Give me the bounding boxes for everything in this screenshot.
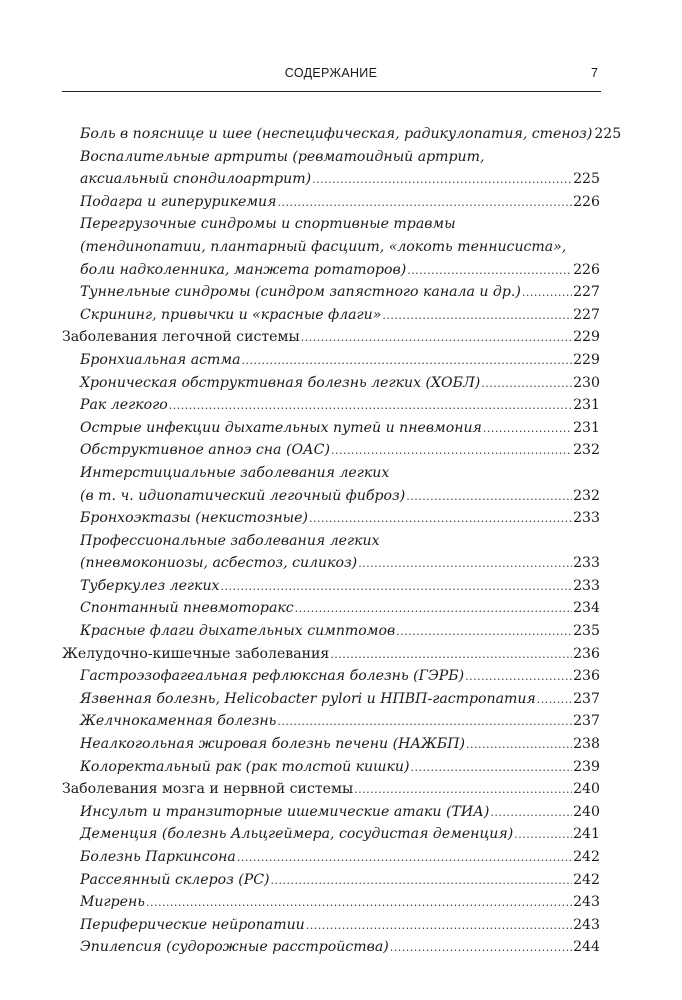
toc-section-line <box>62 733 600 756</box>
toc-section-line <box>62 394 600 417</box>
dot-leader <box>481 373 572 396</box>
toc-page-number: 242 <box>573 871 600 888</box>
dot-leader <box>522 282 572 305</box>
running-header <box>62 66 600 90</box>
toc-page-number: 235 <box>573 623 600 640</box>
toc-section-line <box>62 891 600 914</box>
table-of-contents <box>62 123 622 959</box>
toc-section-line <box>62 123 622 146</box>
toc-section-line <box>62 372 600 395</box>
toc-page-number: 229 <box>573 351 600 368</box>
toc-page-number: 225 <box>594 126 622 142</box>
toc-chapter-line <box>62 326 600 349</box>
toc-section-line <box>62 936 600 959</box>
dot-leader <box>169 395 572 418</box>
toc-page-number: 231 <box>573 419 600 436</box>
toc-entry-text: Интерстициальные заболевания легких <box>80 464 390 481</box>
toc-entry-text: Бронхоэктазы (некистозные) <box>80 510 308 527</box>
toc-page-number: 226 <box>573 193 600 210</box>
header-divider <box>62 91 601 92</box>
toc-entry-text: Рассеянный склероз (РС) <box>80 871 270 888</box>
toc-section-line <box>62 665 600 688</box>
toc-entry-text: боли надколенника, манжета ротаторов) <box>80 261 407 278</box>
dot-leader <box>241 350 572 373</box>
toc-section-line <box>62 869 600 892</box>
dot-leader <box>396 621 572 644</box>
toc-page-number: 242 <box>573 849 600 865</box>
dot-leader <box>330 644 572 667</box>
toc-entry-text: Язвенная болезнь, Helicobacter pylori и НПВП-гастропатия <box>80 690 536 707</box>
toc-page-number: 233 <box>573 577 600 594</box>
toc-section-line <box>62 710 600 733</box>
toc-section-line <box>62 168 600 191</box>
toc-section-line <box>62 191 600 214</box>
toc-section-line <box>62 507 600 530</box>
toc-page-number: 231 <box>573 397 600 414</box>
dot-leader <box>407 260 572 283</box>
toc-page-number: 232 <box>573 487 600 504</box>
dot-leader <box>221 576 573 599</box>
toc-page-number: 226 <box>573 261 600 278</box>
toc-section-line <box>62 304 600 327</box>
toc-entry-text: Периферические нейропатии <box>80 916 305 933</box>
toc-entry-text: Туберкулез легких <box>80 577 220 594</box>
toc-entry-text: (в т. ч. идиопатический легочный фиброз) <box>80 487 406 504</box>
dot-leader <box>490 802 572 825</box>
toc-section-line <box>62 213 600 236</box>
toc-page-number: 233 <box>573 555 600 572</box>
toc-section-line <box>62 146 600 169</box>
toc-page-number: 238 <box>573 736 600 753</box>
toc-entry-text: Обструктивное апноэ сна (ОАС) <box>80 442 330 459</box>
dot-leader <box>331 440 572 463</box>
dot-leader <box>465 666 572 689</box>
toc-entry-text: Неалкогольная жировая болезнь печени (НАЖБП) <box>80 736 466 753</box>
dot-leader <box>358 553 572 576</box>
toc-chapter-line <box>62 778 600 801</box>
toc-entry-text: Эпилепсия (судорожные расстройства) <box>80 939 389 956</box>
toc-entry-text: Желчнокаменная болезнь <box>80 713 277 730</box>
dot-leader <box>237 847 572 870</box>
toc-page-number: 225 <box>573 171 600 188</box>
toc-section-line <box>62 846 600 869</box>
toc-section-line <box>62 462 600 485</box>
page-number: 7 <box>591 66 598 80</box>
toc-entry-text: Острые инфекции дыхательных путей и пневмония <box>80 419 482 436</box>
dot-leader <box>390 937 572 960</box>
toc-entry-text: Мигрень <box>80 894 145 911</box>
toc-entry-text: Туннельные синдромы (синдром запястного канала и др.) <box>80 284 521 301</box>
toc-entry-text: Перегрузочные синдромы и спортивные травмы <box>80 216 456 233</box>
toc-section-line <box>62 281 600 304</box>
toc-entry-text: Спонтанный пневмоторакс <box>80 600 294 617</box>
dot-leader <box>537 689 572 712</box>
toc-entry-text: Бронхиальная астма <box>80 351 241 368</box>
dot-leader <box>483 418 572 441</box>
toc-entry-text: Рак легкого <box>80 397 168 414</box>
dot-leader <box>410 757 572 780</box>
toc-entry-text: Боль в пояснице и шее (неспецифическая, радикулопатия, стеноз) <box>80 126 593 142</box>
toc-page-number: 230 <box>573 374 600 391</box>
toc-section-line <box>62 417 600 440</box>
toc-entry-text: (пневмокониозы, асбестоз, силикоз) <box>80 555 358 572</box>
toc-entry-text: Воспалительные артриты (ревматоидный артрит, <box>80 148 485 165</box>
dot-leader <box>406 486 572 509</box>
toc-entry-text: Колоректальный рак (рак толстой кишки) <box>80 758 410 775</box>
toc-page-number: 229 <box>573 329 600 346</box>
dot-leader <box>271 870 573 893</box>
toc-entry-text: Желудочно-кишечные заболевания <box>62 645 330 662</box>
toc-section-line <box>62 688 600 711</box>
toc-page-number: 227 <box>573 284 600 301</box>
toc-chapter-line <box>62 643 600 666</box>
toc-entry-text: Профессиональные заболевания легких <box>80 532 380 549</box>
toc-entry-text: Подагра и гиперурикемия <box>80 193 277 210</box>
toc-page-number: 237 <box>573 690 600 707</box>
toc-section-line <box>62 575 600 598</box>
toc-page-number: 240 <box>573 781 600 798</box>
dot-leader <box>382 305 572 328</box>
toc-page-number: 243 <box>573 916 600 933</box>
toc-entry-text: Заболевания легочной системы <box>62 329 300 346</box>
toc-section-line <box>62 801 600 824</box>
dot-leader <box>277 711 572 734</box>
page-title: СОДЕРЖАНИЕ <box>284 66 378 80</box>
toc-page-number: 236 <box>573 668 600 685</box>
toc-entry-text: Деменция (болезнь Альцгеймера, сосудистая деменция) <box>80 826 514 843</box>
toc-section-line <box>62 756 600 779</box>
toc-entry-text: (тендинопатии, плантарный фасциит, «локоть теннисиста», <box>80 238 567 255</box>
toc-section-line <box>62 552 600 575</box>
toc-section-line <box>62 259 600 282</box>
toc-page-number: 236 <box>573 645 600 662</box>
toc-page-number: 240 <box>573 803 600 820</box>
toc-section-line <box>62 236 600 259</box>
toc-entry-text: Скрининг, привычки и «красные флаги» <box>80 306 382 323</box>
dot-leader <box>354 779 572 802</box>
toc-section-line <box>62 620 600 643</box>
toc-entry-text: Гастроэзофагеальная рефлюксная болезнь (ГЭРБ) <box>80 668 465 685</box>
toc-section-line <box>62 597 600 620</box>
toc-entry-text: Заболевания мозга и нервной системы <box>62 781 354 798</box>
toc-entry-text: Инсульт и транзиторные ишемические атаки (ТИА) <box>80 803 490 820</box>
toc-entry-text: Хроническая обструктивная болезнь легких (ХОБЛ) <box>80 374 481 391</box>
toc-page-number: 241 <box>573 826 600 843</box>
dot-leader <box>277 192 572 215</box>
toc-page-number: 239 <box>573 758 600 775</box>
dot-leader <box>295 598 572 621</box>
toc-page-number: 244 <box>573 939 600 956</box>
dot-leader <box>301 327 572 350</box>
toc-section-line <box>62 349 600 372</box>
dot-leader <box>306 915 572 938</box>
toc-page-number: 237 <box>573 713 600 730</box>
toc-section-line <box>62 914 600 937</box>
toc-entry-text: Болезнь Паркинсона <box>80 849 236 865</box>
toc-page-number: 243 <box>573 894 600 911</box>
dot-leader <box>309 508 572 531</box>
toc-section-line <box>62 530 600 553</box>
toc-entry-text: аксиальный спондилоартрит) <box>80 171 312 188</box>
toc-page-number: 233 <box>573 510 600 527</box>
dot-leader <box>312 169 572 192</box>
toc-page-number: 232 <box>573 442 600 459</box>
toc-page-number: 227 <box>573 306 600 323</box>
dot-leader <box>146 892 572 915</box>
toc-section-line <box>62 485 600 508</box>
toc-section-line <box>62 823 600 846</box>
dot-leader <box>466 734 572 757</box>
toc-section-line <box>62 439 600 462</box>
toc-page-number: 234 <box>573 600 600 617</box>
dot-leader <box>514 824 572 847</box>
toc-entry-text: Красные флаги дыхательных симптомов <box>80 623 396 640</box>
